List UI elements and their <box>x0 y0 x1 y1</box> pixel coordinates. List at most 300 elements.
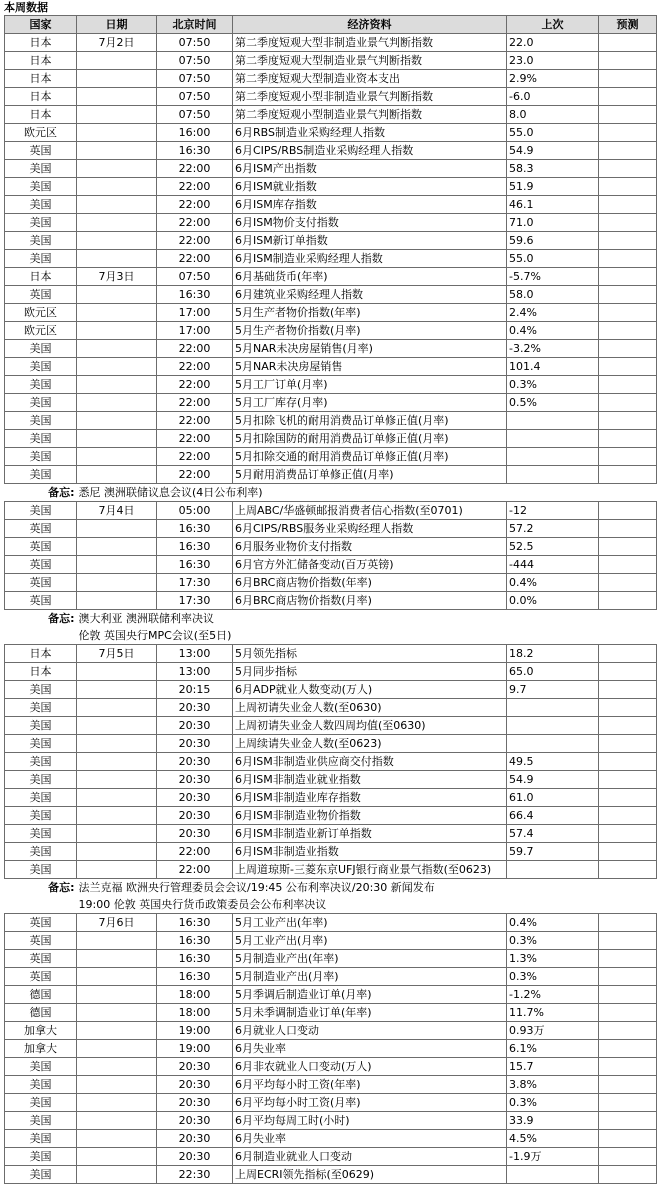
indicator-cell: 5月工业产出(月率) <box>233 932 507 950</box>
country-cell: 加拿大 <box>5 1022 77 1040</box>
indicator-cell: 6月制造业就业人口变动 <box>233 1148 507 1166</box>
forecast-cell <box>599 52 657 70</box>
date-cell: 7月6日 <box>77 914 157 932</box>
memo-label: 备忘: <box>48 486 75 499</box>
time-cell: 22:00 <box>157 861 233 879</box>
table-row <box>5 430 657 448</box>
time-cell: 16:30 <box>157 556 233 574</box>
forecast-cell <box>599 1004 657 1022</box>
indicator-cell: 第二季度短观大型制造业资本支出 <box>233 70 507 88</box>
forecast-cell <box>599 1058 657 1076</box>
indicator-cell: 6月BRC商店物价指数(月率) <box>233 592 507 610</box>
table-row <box>5 771 657 789</box>
previous-cell: 101.4 <box>507 358 599 376</box>
date-cell <box>77 592 157 610</box>
previous-cell: 33.9 <box>507 1112 599 1130</box>
forecast-cell <box>599 592 657 610</box>
header-time: 北京时间 <box>157 16 233 34</box>
time-cell: 20:30 <box>157 1058 233 1076</box>
country-cell: 美国 <box>5 466 77 484</box>
forecast-cell <box>599 789 657 807</box>
previous-cell <box>507 861 599 879</box>
forecast-cell <box>599 663 657 681</box>
previous-cell: 0.3% <box>507 968 599 986</box>
previous-cell: 65.0 <box>507 663 599 681</box>
forecast-cell <box>599 556 657 574</box>
country-cell: 美国 <box>5 753 77 771</box>
country-cell: 英国 <box>5 914 77 932</box>
country-cell: 德国 <box>5 986 77 1004</box>
indicator-cell: 上周初请失业金人数四周均值(至0630) <box>233 717 507 735</box>
indicator-cell: 5月季调后制造业订单(月率) <box>233 986 507 1004</box>
indicator-cell: 6月CIPS/RBS服务业采购经理人指数 <box>233 520 507 538</box>
date-cell <box>77 753 157 771</box>
country-cell: 欧元区 <box>5 322 77 340</box>
previous-cell: 22.0 <box>507 34 599 52</box>
forecast-cell <box>599 1130 657 1148</box>
date-cell: 7月2日 <box>77 34 157 52</box>
indicator-cell: 6月ADP就业人数变动(万人) <box>233 681 507 699</box>
indicator-cell: 6月ISM产出指数 <box>233 160 507 178</box>
country-cell: 美国 <box>5 699 77 717</box>
header-date: 日期 <box>77 16 157 34</box>
time-cell: 22:00 <box>157 214 233 232</box>
forecast-cell <box>599 1022 657 1040</box>
country-cell: 英国 <box>5 142 77 160</box>
date-cell <box>77 986 157 1004</box>
indicator-cell: 5月扣除国防的耐用消费品订单修正值(月率) <box>233 430 507 448</box>
forecast-cell <box>599 340 657 358</box>
time-cell: 22:00 <box>157 843 233 861</box>
memo-line: 悉尼 澳洲联储议息会议(4日公布利率) <box>78 486 263 499</box>
forecast-cell <box>599 34 657 52</box>
time-cell: 22:00 <box>157 160 233 178</box>
country-cell: 美国 <box>5 735 77 753</box>
time-cell: 22:00 <box>157 394 233 412</box>
date-cell <box>77 214 157 232</box>
indicator-cell: 第二季度短观大型制造业景气判断指数 <box>233 52 507 70</box>
date-cell <box>77 735 157 753</box>
time-cell: 07:50 <box>157 52 233 70</box>
country-cell: 美国 <box>5 1148 77 1166</box>
date-cell <box>77 1148 157 1166</box>
time-cell: 16:30 <box>157 520 233 538</box>
time-cell: 16:30 <box>157 950 233 968</box>
time-cell: 20:30 <box>157 789 233 807</box>
forecast-cell <box>599 771 657 789</box>
table-row <box>5 663 657 681</box>
table-row <box>5 556 657 574</box>
time-cell: 17:30 <box>157 574 233 592</box>
table-row <box>5 699 657 717</box>
forecast-cell <box>599 950 657 968</box>
previous-cell: 18.2 <box>507 645 599 663</box>
date-cell <box>77 358 157 376</box>
date-cell <box>77 1094 157 1112</box>
date-cell <box>77 1112 157 1130</box>
date-cell <box>77 232 157 250</box>
table-row <box>5 88 657 106</box>
previous-cell: 66.4 <box>507 807 599 825</box>
time-cell: 07:50 <box>157 106 233 124</box>
country-cell: 美国 <box>5 717 77 735</box>
forecast-cell <box>599 914 657 932</box>
date-cell <box>77 1004 157 1022</box>
time-cell: 22:00 <box>157 358 233 376</box>
country-cell: 英国 <box>5 968 77 986</box>
table-row <box>5 717 657 735</box>
time-cell: 20:15 <box>157 681 233 699</box>
memo-row <box>5 484 657 502</box>
time-cell: 22:00 <box>157 448 233 466</box>
date-cell <box>77 286 157 304</box>
indicator-cell: 6月ISM物价支付指数 <box>233 214 507 232</box>
forecast-cell <box>599 538 657 556</box>
table-row <box>5 986 657 1004</box>
date-cell: 7月3日 <box>77 268 157 286</box>
country-cell: 美国 <box>5 861 77 879</box>
forecast-cell <box>599 268 657 286</box>
country-cell: 日本 <box>5 645 77 663</box>
date-cell <box>77 681 157 699</box>
time-cell: 20:30 <box>157 735 233 753</box>
time-cell: 07:50 <box>157 70 233 88</box>
date-cell <box>77 88 157 106</box>
time-cell: 20:30 <box>157 753 233 771</box>
previous-cell <box>507 448 599 466</box>
time-cell: 20:30 <box>157 825 233 843</box>
indicator-cell: 上周初请失业金人数(至0630) <box>233 699 507 717</box>
country-cell: 欧元区 <box>5 304 77 322</box>
previous-cell: 6.1% <box>507 1040 599 1058</box>
table-row <box>5 142 657 160</box>
indicator-cell: 5月同步指标 <box>233 663 507 681</box>
table-row <box>5 753 657 771</box>
indicator-cell: 6月ISM非制造业指数 <box>233 843 507 861</box>
table-body <box>5 34 657 1184</box>
country-cell: 日本 <box>5 663 77 681</box>
date-cell <box>77 1166 157 1184</box>
forecast-cell <box>599 250 657 268</box>
country-cell: 美国 <box>5 232 77 250</box>
time-cell: 22:00 <box>157 196 233 214</box>
date-cell <box>77 861 157 879</box>
date-cell <box>77 142 157 160</box>
forecast-cell <box>599 376 657 394</box>
forecast-cell <box>599 825 657 843</box>
previous-cell: 23.0 <box>507 52 599 70</box>
indicator-cell: 5月耐用消费品订单修正值(月率) <box>233 466 507 484</box>
forecast-cell <box>599 448 657 466</box>
country-cell: 美国 <box>5 430 77 448</box>
indicator-cell: 6月失业率 <box>233 1130 507 1148</box>
time-cell: 20:30 <box>157 699 233 717</box>
table-row <box>5 1130 657 1148</box>
indicator-cell: 6月就业人口变动 <box>233 1022 507 1040</box>
time-cell: 20:30 <box>157 771 233 789</box>
country-cell: 美国 <box>5 214 77 232</box>
time-cell: 17:00 <box>157 322 233 340</box>
forecast-cell <box>599 502 657 520</box>
previous-cell: 0.5% <box>507 394 599 412</box>
forecast-cell <box>599 196 657 214</box>
forecast-cell <box>599 843 657 861</box>
time-cell: 07:50 <box>157 34 233 52</box>
indicator-cell: 6月ISM制造业采购经理人指数 <box>233 250 507 268</box>
memo-label: 备忘: <box>48 881 75 894</box>
forecast-cell <box>599 178 657 196</box>
indicator-cell: 6月ISM新订单指数 <box>233 232 507 250</box>
time-cell: 16:30 <box>157 286 233 304</box>
date-cell <box>77 932 157 950</box>
country-cell: 日本 <box>5 268 77 286</box>
table-row <box>5 574 657 592</box>
previous-cell: -1.2% <box>507 986 599 1004</box>
time-cell: 20:30 <box>157 1130 233 1148</box>
country-cell: 美国 <box>5 1166 77 1184</box>
country-cell: 英国 <box>5 950 77 968</box>
previous-cell <box>507 412 599 430</box>
date-cell <box>77 340 157 358</box>
previous-cell: -6.0 <box>507 88 599 106</box>
previous-cell <box>507 466 599 484</box>
country-cell: 英国 <box>5 286 77 304</box>
previous-cell: 55.0 <box>507 250 599 268</box>
date-cell <box>77 394 157 412</box>
date-cell <box>77 178 157 196</box>
date-cell <box>77 717 157 735</box>
country-cell: 美国 <box>5 807 77 825</box>
forecast-cell <box>599 466 657 484</box>
country-cell: 美国 <box>5 1076 77 1094</box>
table-row <box>5 520 657 538</box>
table-row <box>5 466 657 484</box>
indicator-cell: 6月BRC商店物价指数(年率) <box>233 574 507 592</box>
date-cell <box>77 968 157 986</box>
date-cell <box>77 574 157 592</box>
date-cell <box>77 663 157 681</box>
previous-cell: -444 <box>507 556 599 574</box>
country-cell: 美国 <box>5 160 77 178</box>
country-cell: 美国 <box>5 843 77 861</box>
previous-cell: -5.7% <box>507 268 599 286</box>
country-cell: 美国 <box>5 340 77 358</box>
date-cell <box>77 52 157 70</box>
previous-cell: 46.1 <box>507 196 599 214</box>
table-row <box>5 34 657 52</box>
forecast-cell <box>599 986 657 1004</box>
table-row <box>5 1058 657 1076</box>
previous-cell: 55.0 <box>507 124 599 142</box>
forecast-cell <box>599 1094 657 1112</box>
table-row <box>5 232 657 250</box>
previous-cell: 8.0 <box>507 106 599 124</box>
table-row <box>5 807 657 825</box>
forecast-cell <box>599 70 657 88</box>
indicator-cell: 上周续请失业金人数(至0623) <box>233 735 507 753</box>
previous-cell: 54.9 <box>507 771 599 789</box>
previous-cell: 3.8% <box>507 1076 599 1094</box>
time-cell: 18:00 <box>157 986 233 1004</box>
time-cell: 16:30 <box>157 914 233 932</box>
time-cell: 05:00 <box>157 502 233 520</box>
table-row <box>5 1148 657 1166</box>
indicator-cell: 5月NAR未决房屋销售 <box>233 358 507 376</box>
time-cell: 13:00 <box>157 645 233 663</box>
previous-cell <box>507 1166 599 1184</box>
indicator-cell: 5月制造业产出(月率) <box>233 968 507 986</box>
table-row <box>5 950 657 968</box>
header-indicator: 经济资料 <box>233 16 507 34</box>
date-cell <box>77 412 157 430</box>
forecast-cell <box>599 699 657 717</box>
previous-cell: 0.93万 <box>507 1022 599 1040</box>
date-cell <box>77 250 157 268</box>
forecast-cell <box>599 232 657 250</box>
previous-cell: -1.9万 <box>507 1148 599 1166</box>
country-cell: 日本 <box>5 70 77 88</box>
indicator-cell: 上周道琼斯-三菱东京UFJ银行商业景气指数(至0623) <box>233 861 507 879</box>
previous-cell: 0.0% <box>507 592 599 610</box>
country-cell: 加拿大 <box>5 1040 77 1058</box>
header-country: 国家 <box>5 16 77 34</box>
indicator-cell: 6月失业率 <box>233 1040 507 1058</box>
time-cell: 07:50 <box>157 88 233 106</box>
memo-line: 伦敦 英国央行MPC会议(至5日) <box>78 629 232 642</box>
previous-cell: 61.0 <box>507 789 599 807</box>
indicator-cell: 5月生产者物价指数(年率) <box>233 304 507 322</box>
table-row <box>5 1094 657 1112</box>
time-cell: 22:00 <box>157 466 233 484</box>
country-cell: 美国 <box>5 250 77 268</box>
previous-cell <box>507 735 599 753</box>
forecast-cell <box>599 681 657 699</box>
indicator-cell: 6月ISM非制造业新订单指数 <box>233 825 507 843</box>
previous-cell: 9.7 <box>507 681 599 699</box>
indicator-cell: 6月ISM非制造业就业指数 <box>233 771 507 789</box>
previous-cell: 59.7 <box>507 843 599 861</box>
indicator-cell: 第二季度短观小型制造业景气判断指数 <box>233 106 507 124</box>
table-row <box>5 1076 657 1094</box>
date-cell <box>77 322 157 340</box>
date-cell <box>77 376 157 394</box>
indicator-cell: 6月ISM非制造业物价指数 <box>233 807 507 825</box>
indicator-cell: 6月ISM非制造业供应商交付指数 <box>233 753 507 771</box>
time-cell: 13:00 <box>157 663 233 681</box>
date-cell <box>77 1076 157 1094</box>
time-cell: 16:30 <box>157 142 233 160</box>
previous-cell: -12 <box>507 502 599 520</box>
forecast-cell <box>599 322 657 340</box>
country-cell: 美国 <box>5 448 77 466</box>
table-row <box>5 592 657 610</box>
indicator-cell: 上周ECRI领先指标(至0629) <box>233 1166 507 1184</box>
country-cell: 美国 <box>5 412 77 430</box>
table-row <box>5 825 657 843</box>
country-cell: 美国 <box>5 771 77 789</box>
indicator-cell: 6月官方外汇储备变动(百万英镑) <box>233 556 507 574</box>
time-cell: 17:30 <box>157 592 233 610</box>
forecast-cell <box>599 124 657 142</box>
date-cell <box>77 160 157 178</box>
forecast-cell <box>599 1112 657 1130</box>
date-cell <box>77 1130 157 1148</box>
country-cell: 美国 <box>5 825 77 843</box>
previous-cell: 2.4% <box>507 304 599 322</box>
country-cell: 美国 <box>5 1130 77 1148</box>
country-cell: 英国 <box>5 556 77 574</box>
time-cell: 22:00 <box>157 376 233 394</box>
forecast-cell <box>599 430 657 448</box>
time-cell: 17:00 <box>157 304 233 322</box>
memo-text <box>77 484 657 502</box>
previous-cell: -3.2% <box>507 340 599 358</box>
previous-cell: 59.6 <box>507 232 599 250</box>
date-cell <box>77 556 157 574</box>
previous-cell: 0.3% <box>507 932 599 950</box>
previous-cell: 51.9 <box>507 178 599 196</box>
previous-cell <box>507 717 599 735</box>
table-row <box>5 448 657 466</box>
previous-cell: 1.3% <box>507 950 599 968</box>
header-previous: 上次 <box>507 16 599 34</box>
country-cell: 美国 <box>5 681 77 699</box>
date-cell <box>77 70 157 88</box>
country-cell: 美国 <box>5 196 77 214</box>
header-row <box>5 16 657 34</box>
table-row <box>5 843 657 861</box>
date-cell <box>77 430 157 448</box>
indicator-cell: 6月建筑业采购经理人指数 <box>233 286 507 304</box>
date-cell <box>77 1022 157 1040</box>
country-cell: 英国 <box>5 932 77 950</box>
indicator-cell: 5月领先指标 <box>233 645 507 663</box>
time-cell: 22:00 <box>157 412 233 430</box>
time-cell: 19:00 <box>157 1040 233 1058</box>
previous-cell: 58.3 <box>507 160 599 178</box>
date-cell: 7月4日 <box>77 502 157 520</box>
date-cell <box>77 196 157 214</box>
country-cell: 日本 <box>5 88 77 106</box>
indicator-cell: 6月基础货币(年率) <box>233 268 507 286</box>
indicator-cell: 5月制造业产出(年率) <box>233 950 507 968</box>
previous-cell: 58.0 <box>507 286 599 304</box>
indicator-cell: 6月平均每周工时(小时) <box>233 1112 507 1130</box>
previous-cell: 0.4% <box>507 574 599 592</box>
previous-cell: 0.4% <box>507 322 599 340</box>
time-cell: 16:00 <box>157 124 233 142</box>
country-cell: 美国 <box>5 394 77 412</box>
forecast-cell <box>599 142 657 160</box>
forecast-cell <box>599 412 657 430</box>
forecast-cell <box>599 214 657 232</box>
date-cell <box>77 124 157 142</box>
country-cell: 美国 <box>5 502 77 520</box>
forecast-cell <box>599 1076 657 1094</box>
memo-text <box>77 879 657 914</box>
table-row <box>5 394 657 412</box>
time-cell: 16:30 <box>157 968 233 986</box>
country-cell: 美国 <box>5 789 77 807</box>
previous-cell: 57.4 <box>507 825 599 843</box>
table-row <box>5 1040 657 1058</box>
indicator-cell: 6月平均每小时工资(年率) <box>233 1076 507 1094</box>
table-row <box>5 412 657 430</box>
previous-cell: 52.5 <box>507 538 599 556</box>
indicator-cell: 6月RBS制造业采购经理人指数 <box>233 124 507 142</box>
memo-label: 备忘: <box>48 612 75 625</box>
forecast-cell <box>599 861 657 879</box>
